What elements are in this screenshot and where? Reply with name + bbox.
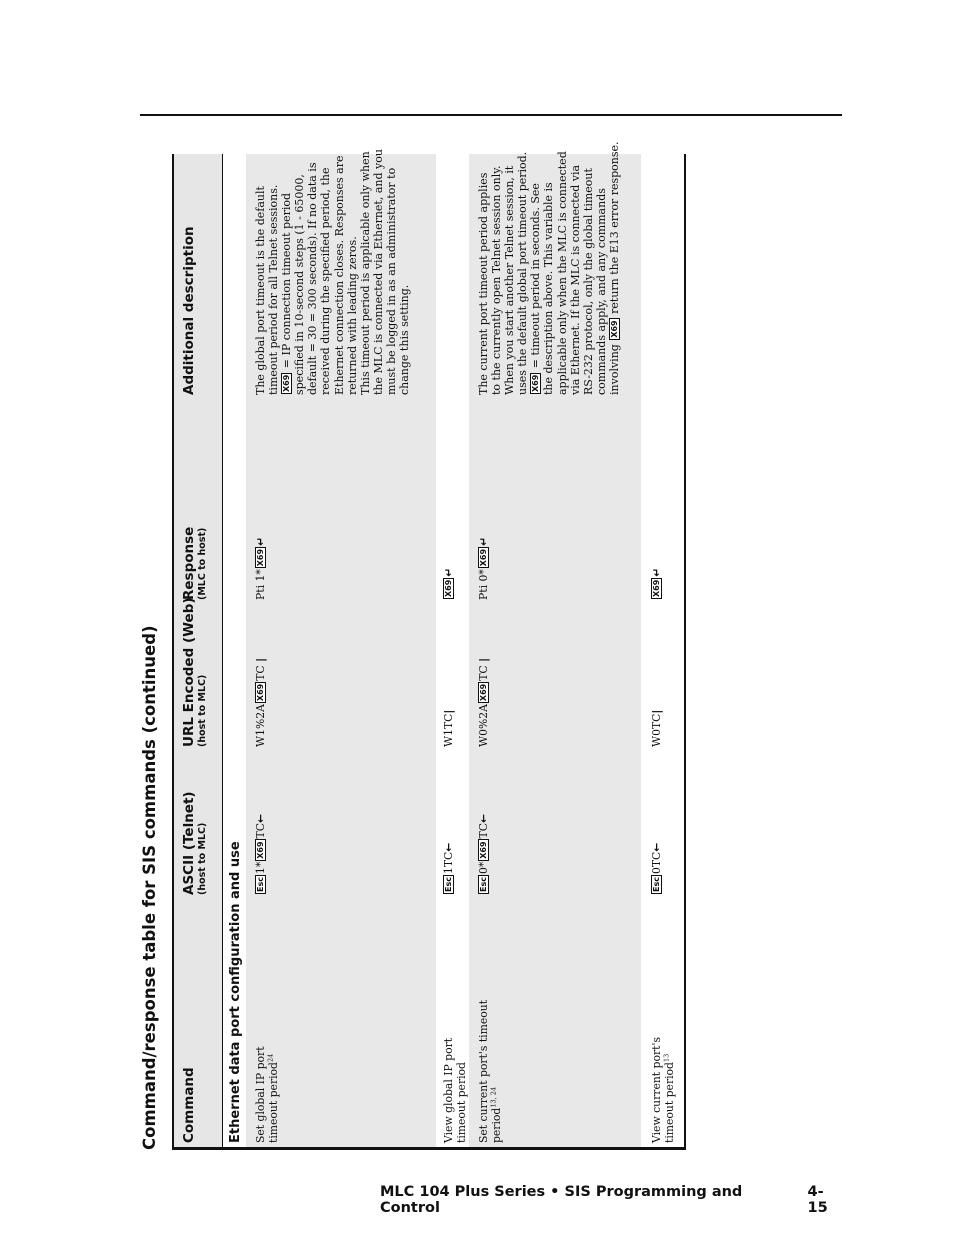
return-icon: ↵ <box>254 536 267 546</box>
esc-key-icon: Esc <box>652 877 661 892</box>
enter-arrow-icon: ← <box>477 813 490 823</box>
table-row-3-command: Set current port's timeout period$^{13, 24}$ <box>477 999 504 1143</box>
table-row-2-ascii: Esc1TC← <box>442 842 455 892</box>
table-row-1-command: Set global IP port timeout period$^{24}$ <box>254 1046 281 1143</box>
pipe-icon: | <box>650 709 663 714</box>
top-rule <box>140 114 842 116</box>
enter-arrow-icon: ← <box>650 842 663 852</box>
page-footer <box>380 1184 842 1216</box>
pipe-icon: | <box>442 709 455 714</box>
table-header <box>174 154 223 1147</box>
table-row-3-response: Pti 0*X69↵ <box>477 536 490 600</box>
table-row-4-ascii: Esc0TC← <box>650 842 663 892</box>
page-number: 4-15 <box>807 1184 828 1216</box>
table-row-4-command: View current port's timeout period$^{13}$ <box>650 1037 677 1143</box>
col-response: Response (MLC to host) <box>181 526 208 600</box>
col-ascii: ASCII (Telnet) (host to MLC) <box>181 791 208 895</box>
table-row-1-description: The global port timeout is the default timeout period for all Telnet sessions. X69 = IP connection timeout period specified in 10-second steps (1 - 65000, default = 30 = 300 seconds). If no data is received during the specified period, the Ethernet connection closes. Responses are returned with leading zeros. This timeout period is applicable only when the MLC is connected via Ethernet, and you must be logged in as an administrator to change this setting. <box>254 149 412 395</box>
x69-variable-icon: X69 <box>256 841 265 859</box>
table-row-2-response <box>442 568 455 600</box>
pipe-icon: | <box>254 657 267 662</box>
esc-key-icon: Esc <box>256 877 265 892</box>
x69-variable-icon: X69 <box>479 841 488 859</box>
table-row-4-url: W0TC| <box>650 709 663 747</box>
table-row-2-command: View global IP port timeout period <box>442 1037 469 1143</box>
x69-variable-icon: X69 <box>282 374 292 392</box>
col-url: URL Encoded (Web) (host to MLC) <box>181 597 208 747</box>
col-command: Command <box>181 1067 197 1143</box>
enter-arrow-icon: ← <box>254 813 267 823</box>
x69-variable-icon: X69 <box>479 683 488 702</box>
return-icon: ↵ <box>442 567 455 577</box>
table-row-1-ascii: Esc1*X69TC← <box>254 813 267 892</box>
x69-variable-icon: X69 <box>609 320 619 338</box>
x69-variable-icon: X69 <box>256 683 265 702</box>
return-icon: ↵ <box>650 567 663 577</box>
x69-variable-icon: X69 <box>256 548 265 567</box>
table-row-1-url: W1%2AX69TC | <box>254 657 267 747</box>
table-row-3-description: The current port timeout period applies to the currently open Telnet session only. When you start another Telnet session, it uses the default global port timeout period. X69 = timeout period in seconds. See the description above. This variable is applicable only when the MLC is connected via Ethernet. If the MLC is connected via RS-232 protocol, only the global timeout commands apply, and any commands involving X69 return the E13 error response. <box>477 141 621 395</box>
x69-variable-icon: X69 <box>652 579 661 597</box>
esc-key-icon: Esc <box>479 877 488 892</box>
footer-title: MLC 104 Plus Series • SIS Programming and Control <box>380 1184 743 1216</box>
esc-key-icon: Esc <box>444 877 453 892</box>
x69-variable-icon: X69 <box>479 548 488 567</box>
col-description: Additional description <box>181 226 197 395</box>
enter-arrow-icon: ← <box>442 842 455 852</box>
return-icon: ↵ <box>477 536 490 546</box>
x69-variable-icon: X69 <box>444 579 453 597</box>
x69-variable-icon: X69 <box>531 374 541 392</box>
pipe-icon: | <box>477 657 490 662</box>
table-row-3-url: W0%2AX69TC | <box>477 657 490 747</box>
rotated-table-page <box>140 141 685 1150</box>
command-table <box>172 141 686 1150</box>
table-row-2-url: W1TC| <box>442 709 455 747</box>
table-row-3-ascii: Esc0*X69TC← <box>477 813 490 892</box>
page-heading: Command/response table for SIS commands (continued) <box>140 625 159 1150</box>
table-row-4-response <box>650 568 663 600</box>
section-title: Ethernet data port configuration and use <box>228 841 243 1143</box>
table-row-1-response: Pti 1*X69↵ <box>254 536 267 600</box>
